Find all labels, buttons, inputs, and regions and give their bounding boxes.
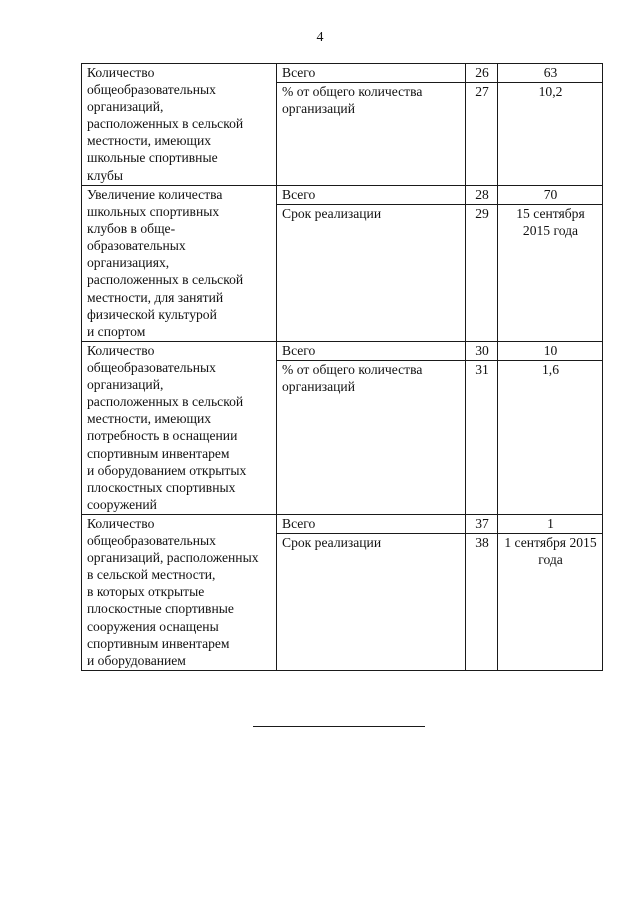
- page-number: 4: [316, 30, 324, 45]
- indicator-label: Срок реализации: [277, 534, 466, 671]
- table-row: [82, 186, 603, 205]
- row-code: 26: [466, 64, 498, 83]
- indicator-label: Срок реализации: [277, 205, 466, 342]
- row-description: Количество общеобразовательных организаций, расположенных в сельской местности, имеющих школьные спортивные клубы: [82, 64, 277, 186]
- row-code: 29: [466, 205, 498, 342]
- indicator-label: Всего: [277, 186, 466, 205]
- indicator-value: 1,6: [498, 361, 603, 515]
- row-description: Увеличение количества школьных спортивных клубов в обще- образовательных организациях, расположенных в сельской местности, для занятий физической культурой и спортом: [82, 186, 277, 342]
- row-description: Количество общеобразовательных организаций, расположенных в сельской местности, в которых открытые плоскостные спортивные сооружения оснащены спортивным инвентарем и оборудованием: [82, 515, 277, 671]
- indicator-value: 70: [498, 186, 603, 205]
- row-code: 38: [466, 534, 498, 671]
- indicator-value: 10,2: [498, 83, 603, 186]
- row-code: 31: [466, 361, 498, 515]
- indicator-value: 10: [498, 342, 603, 361]
- row-code: 30: [466, 342, 498, 361]
- indicator-label: Всего: [277, 515, 466, 534]
- indicator-label: % от общего количества организаций: [277, 361, 466, 515]
- table-row: [82, 64, 603, 83]
- table-row: [82, 342, 603, 361]
- row-code: 28: [466, 186, 498, 205]
- indicator-label: Всего: [277, 342, 466, 361]
- indicators-table: [81, 63, 603, 671]
- indicator-label: Всего: [277, 64, 466, 83]
- indicator-value: 1: [498, 515, 603, 534]
- row-code: 37: [466, 515, 498, 534]
- indicator-label: % от общего количества организаций: [277, 83, 466, 186]
- row-code: 27: [466, 83, 498, 186]
- indicator-value: 63: [498, 64, 603, 83]
- indicator-value: 1 сентября 2015 года: [498, 534, 603, 671]
- indicator-value: 15 сентября 2015 года: [498, 205, 603, 342]
- footer-divider: [253, 726, 425, 727]
- row-description: Количество общеобразовательных организаций, расположенных в сельской местности, имеющих потребность в оснащении спортивным инвентарем и оборудованием открытых плоскостных спортивных сооружений: [82, 342, 277, 515]
- table-row: [82, 515, 603, 534]
